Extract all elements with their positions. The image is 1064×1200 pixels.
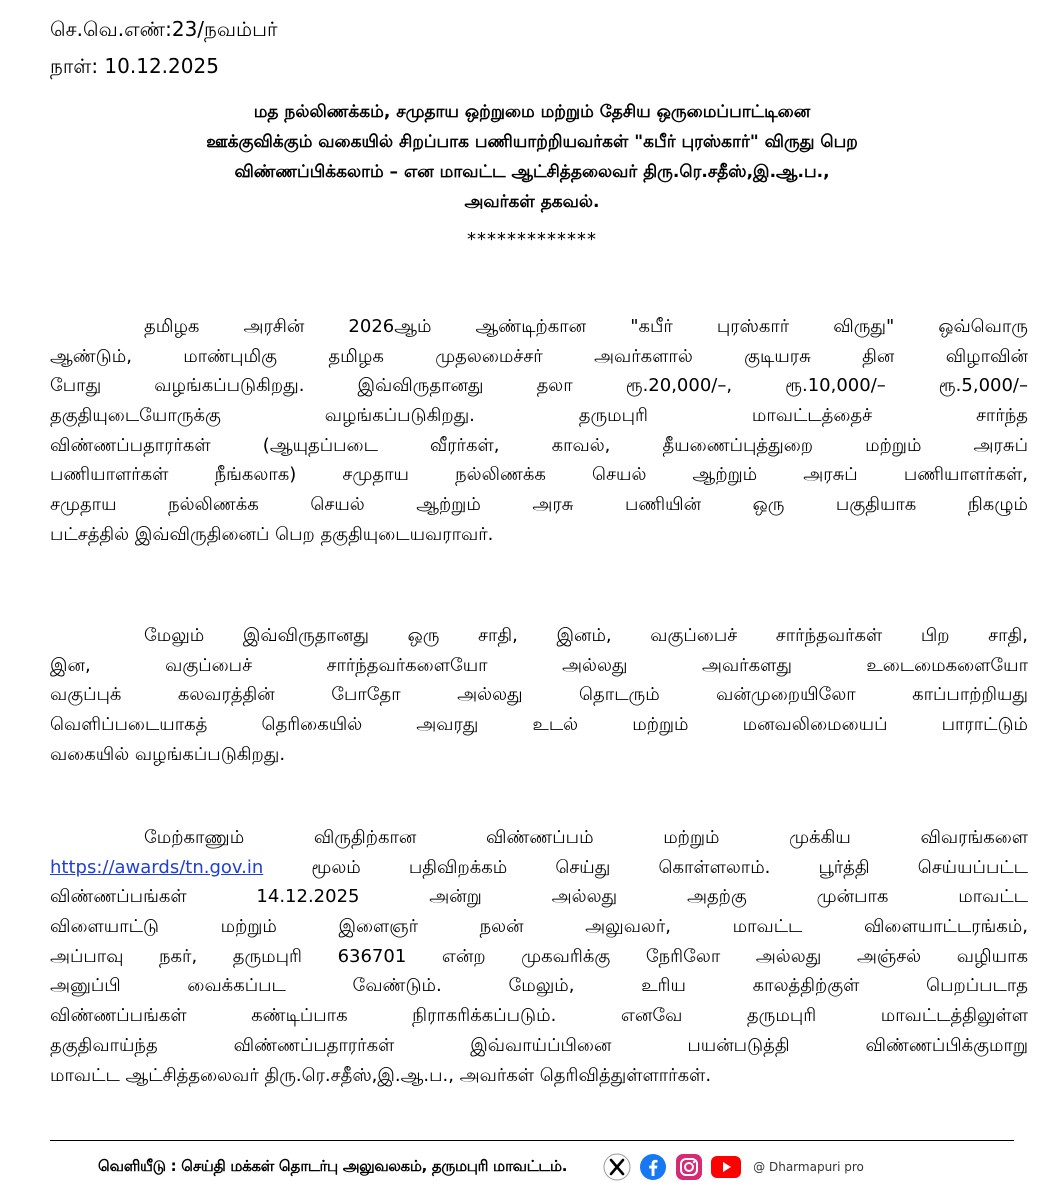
footer-divider xyxy=(50,1140,1014,1141)
headline-line: மத நல்லிணக்கம், சமுதாய ஒற்றுமை மற்றும் தேசிய ஒருமைப்பாட்டினை xyxy=(253,102,811,122)
paragraph-line: விண்ணப்பங்கள் 14.12.2025 அன்று அல்லது அதற்கு முன்பாக மாவட்ட xyxy=(50,886,1028,908)
reference-number: செ.வெ.எண்:23/நவம்பர் xyxy=(50,17,278,41)
paragraph-line: தகுதிவாய்ந்த விண்ணப்பதாரர்கள் இவ்வாய்ப்பினை பயன்படுத்தி விண்ணப்பிக்குமாறு xyxy=(50,1034,1028,1056)
paragraph-line: விண்ணப்பதாரர்கள் (ஆயுதப்படை வீரர்கள், காவல், தீயணைப்புத்துறை மற்றும் அரசுப் xyxy=(50,434,1028,456)
paragraph-line-with-link xyxy=(50,853,1028,883)
paragraph-line: வகுப்புக் கலவரத்தின் போதோ அல்லது தொடரும் வன்முறையிலோ காப்பாற்றியது xyxy=(50,684,1028,706)
paragraph-line: வகையில் வழங்கப்படுகிறது. xyxy=(50,743,286,765)
x-icon[interactable] xyxy=(603,1153,631,1181)
paragraph-line: வெளிப்படையாகத் தெரிகையில் அவரது உடல் மற்றும் மனவலிமையைப் பாராட்டும் xyxy=(50,714,1028,736)
paragraph-line: சமுதாய நல்லிணக்க செயல் ஆற்றும் அரசு பணியின் ஒரு பகுதியாக நிகழும் xyxy=(50,494,1028,516)
separator: ************* xyxy=(467,229,597,250)
release-date: நாள்: 10.12.2025 xyxy=(50,54,219,78)
headline xyxy=(60,97,1004,217)
paragraph-line: பட்சத்தில் இவ்விருதினைப் பெற தகுதியுடையவராவர். xyxy=(50,523,494,545)
paragraph-line: தமிழக அரசின் 2026ஆம் ஆண்டிற்கான "கபீர் புரஸ்கார் விருது" ஒவ்வொரு xyxy=(144,316,1028,337)
paragraph-line: மாவட்ட ஆட்சித்தலைவர் திரு.ரெ.சதீஸ்,இ.ஆ.ப., அவர்கள் தெரிவித்துள்ளார்கள். xyxy=(50,1064,712,1086)
paragraph-line: அனுப்பி வைக்கப்பட வேண்டும். மேலும், உரிய காலத்திற்குள் பெறப்படாத xyxy=(50,975,1028,997)
paragraph-line: விண்ணப்பங்கள் கண்டிப்பாக நிராகரிக்கப்படும். எனவே தருமபுரி மாவட்டத்திலுள்ள xyxy=(50,1005,1028,1027)
paragraph-2 xyxy=(50,621,1028,769)
headline-line: விண்ணப்பிக்கலாம் – என மாவட்ட ஆட்சித்தலைவர் திரு.ரெ.சதீஸ்,இ.ஆ.ப., xyxy=(234,162,830,182)
paragraph-line: தகுதியுடையோருக்கு வழங்கப்படுகிறது. தருமபுரி மாவட்டத்தைச் சார்ந்த xyxy=(50,405,1028,427)
issuer-credit: வெளியீடு : செய்தி மக்கள் தொடர்பு அலுவலகம், தருமபுரி மாவட்டம். xyxy=(98,1157,568,1175)
youtube-icon[interactable] xyxy=(711,1156,741,1178)
instagram-icon[interactable] xyxy=(675,1153,703,1181)
awards-portal-link[interactable]: https://awards/tn.gov.in xyxy=(50,856,264,878)
headline-line: அவர்கள் தகவல். xyxy=(464,192,600,212)
paragraph-line: போது வழங்கப்படுகிறது. இவ்விருதானது தலா ரூ.20,000/–, ரூ.10,000/– ரூ.5,000/– xyxy=(50,375,1028,397)
paragraph-line: இன, வகுப்பைச் சார்ந்தவர்களையோ அல்லது அவர்களது உடைமைகளையோ xyxy=(50,654,1028,676)
paragraph-line: பணியாளர்கள் நீங்கலாக) சமுதாய நல்லிணக்க செயல் ஆற்றும் அரசுப் பணியாளர்கள், xyxy=(50,464,1028,486)
footer xyxy=(98,1152,864,1182)
paragraph-line: ஆண்டும், மாண்புமிகு தமிழக முதலமைச்சர் அவர்களால் குடியரசு தின விழாவின் xyxy=(50,345,1028,367)
paragraph-line: மேலும் இவ்விருதானது ஒரு சாதி, இனம், வகுப்பைச் சார்ந்தவர்கள் பிற சாதி, xyxy=(144,625,1028,646)
paragraph-text: மூலம் பதிவிறக்கம் செய்து கொள்ளலாம். பூர்த்தி செய்யப்பட்ட xyxy=(311,856,1028,878)
paragraph-line: அப்பாவு நகர், தருமபுரி 636701 என்ற முகவரிக்கு நேரிலோ அல்லது அஞ்சல் வழியாக xyxy=(50,945,1028,967)
paragraph-1 xyxy=(50,312,1028,550)
social-handle: @ Dharmapuri pro xyxy=(753,1160,864,1174)
paragraph-3 xyxy=(50,823,1028,1090)
headline-line: ஊக்குவிக்கும் வகையில் சிறப்பாக பணியாற்றியவர்கள் "கபீர் புரஸ்கார்" விருது பெற xyxy=(206,132,858,152)
paragraph-line: மேற்காணும் விருதிற்கான விண்ணப்பம் மற்றும் முக்கிய விவரங்களை xyxy=(144,827,1028,848)
paragraph-line: விளையாட்டு மற்றும் இளைஞர் நலன் அலுவலர், மாவட்ட விளையாட்டரங்கம், xyxy=(50,916,1028,938)
facebook-icon[interactable] xyxy=(639,1153,667,1181)
